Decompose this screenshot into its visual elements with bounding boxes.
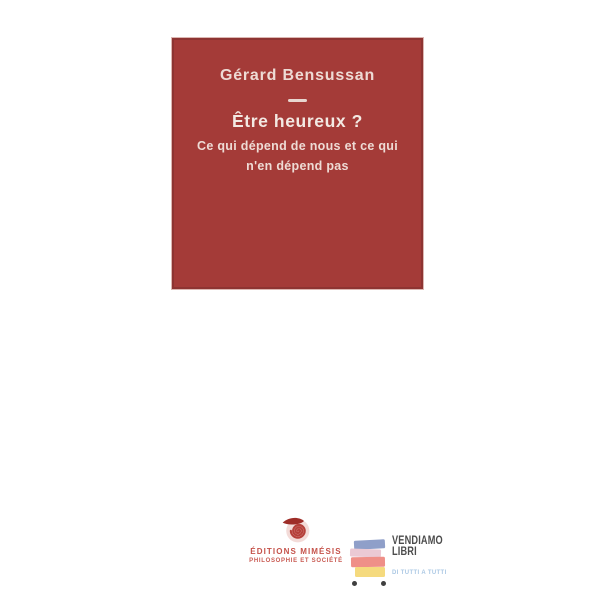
divider-dash xyxy=(288,99,307,102)
publisher-logo xyxy=(240,513,352,564)
store-tagline: DI TUTTI A TUTTI xyxy=(392,569,447,576)
store-logo xyxy=(348,536,458,592)
book-cover xyxy=(172,38,423,289)
cart-wheel-icon xyxy=(381,581,386,586)
author-name: Gérard Bensussan xyxy=(219,67,376,84)
cart-wheel-icon xyxy=(352,581,357,586)
store-name-line1: VENDIAMO xyxy=(392,535,443,547)
book-subtitle-line2: n'en dépend pas xyxy=(246,159,349,173)
publisher-collection: PHILOSOPHIE ET SOCIÉTÉ xyxy=(249,558,343,564)
book-spine-salmon xyxy=(351,557,385,568)
publisher-name: ÉDITIONS MIMÉSIS xyxy=(250,547,342,556)
book-cart-icon xyxy=(348,536,388,592)
book-spine-yellow xyxy=(355,567,385,577)
store-name-line2: LIBRI xyxy=(392,545,417,558)
spiral-shell-icon xyxy=(278,513,314,545)
book-subtitle-line1: Ce qui dépend de nous et ce qui xyxy=(197,139,398,153)
book-title: Être heureux ? xyxy=(232,111,363,131)
